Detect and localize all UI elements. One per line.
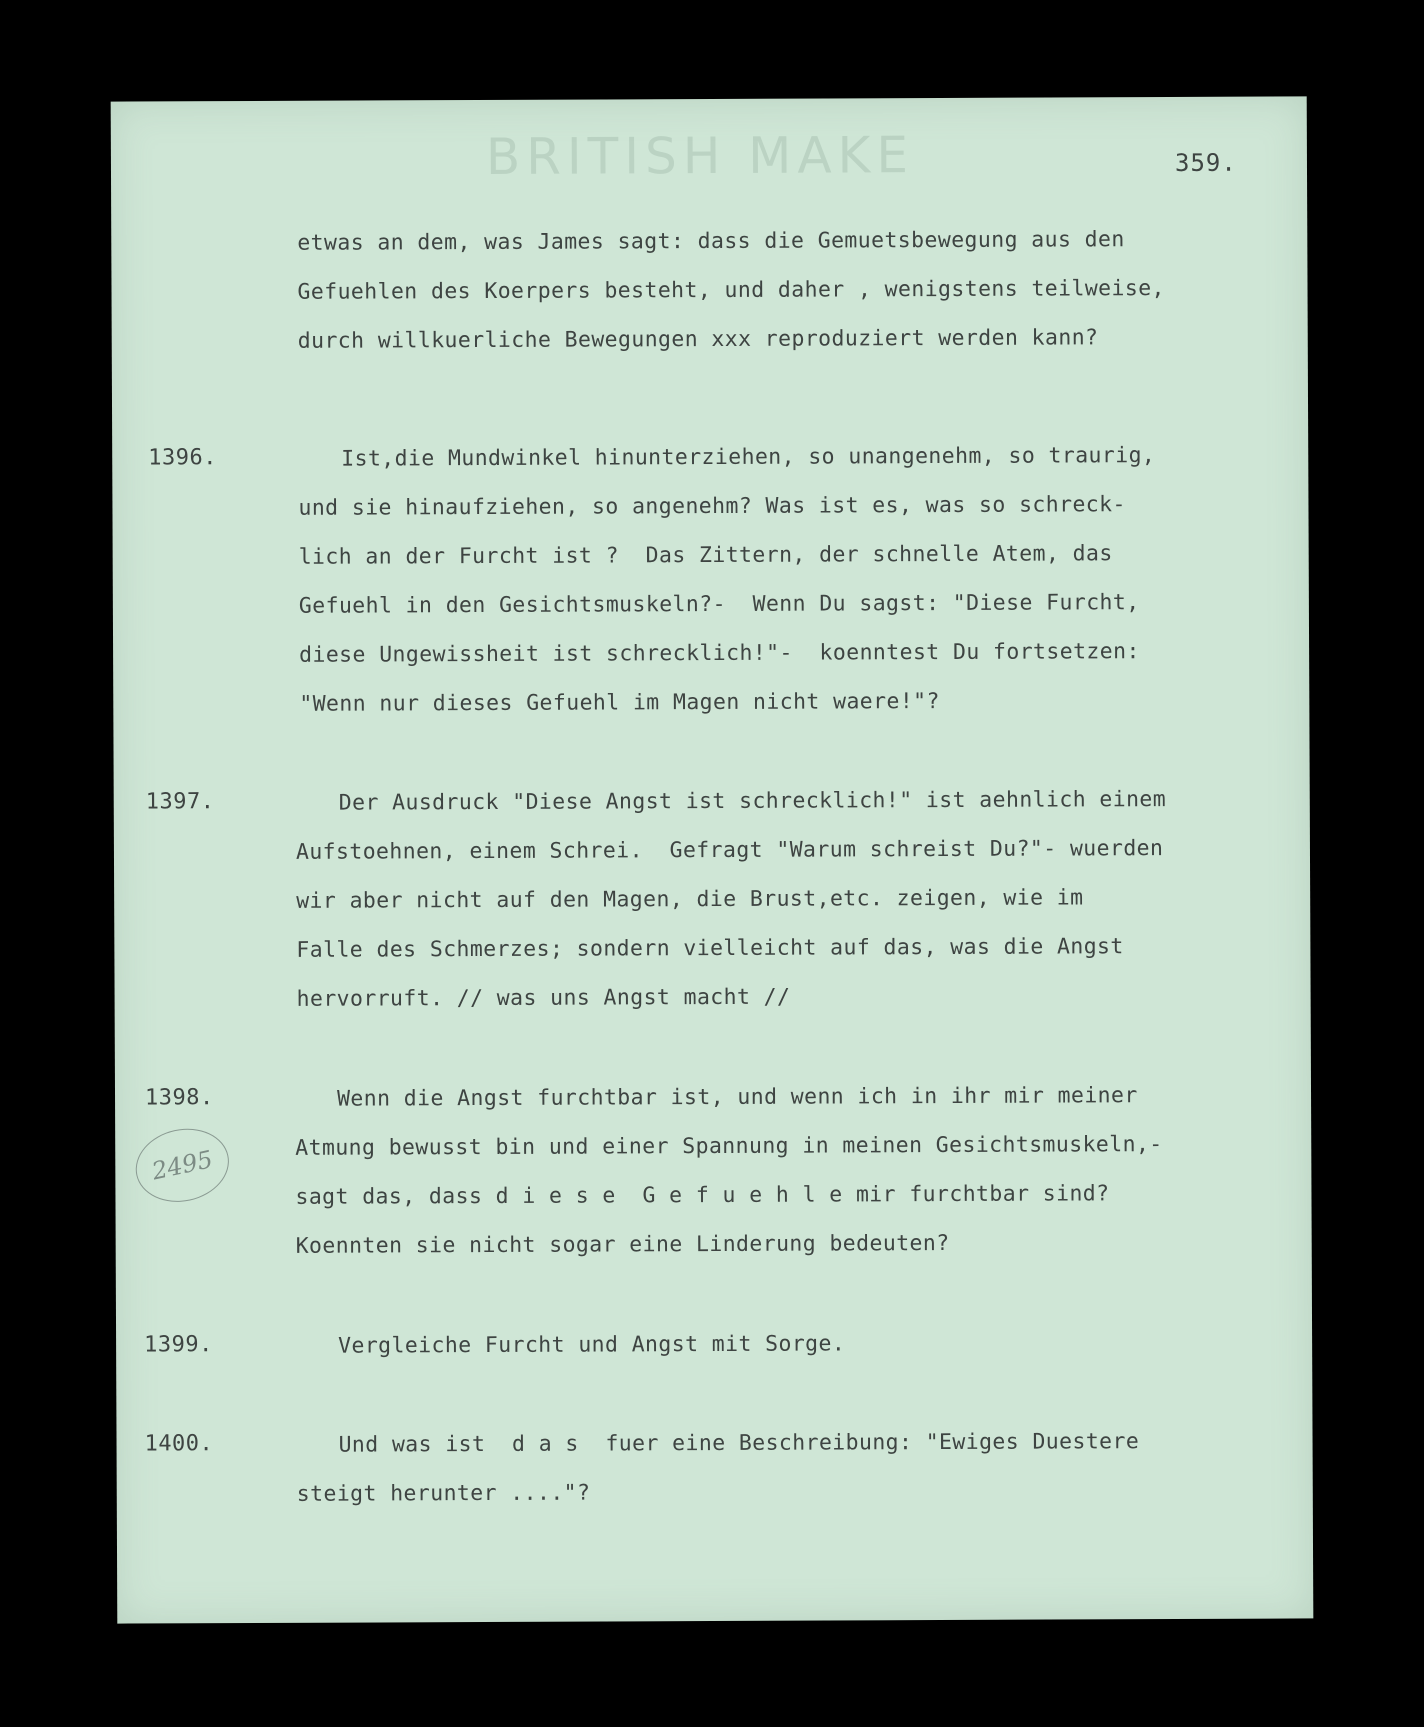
remark-line: Gefuehl in den Gesichtsmuskeln?- Wenn Du sagst: "Diese Furcht, <box>298 590 1140 619</box>
remark-number-1399: 1399. <box>144 1332 213 1358</box>
remark-number-1397: 1397. <box>145 789 215 815</box>
remark-line: Und was ist d a s fuer eine Beschreibung: "Ewiges Duestere <box>338 1429 1140 1458</box>
remark-line: Ist,die Mundwinkel hinunterziehen, so unangenehm, so traurig, <box>341 443 1156 472</box>
document-page <box>111 96 1314 1623</box>
remark-line: Wenn die Angst furchtbar ist, und wenn ich in ihr mir meiner <box>336 1083 1138 1112</box>
remark-line: "Wenn nur dieses Gefuehl im Magen nicht waere!"? <box>299 689 940 717</box>
remark-line: Aufstoehnen, einem Schrei. Gefragt "Warum schreist Du?"- wuerden <box>295 836 1164 865</box>
intro-line: durch willkuerliche Bewegungen xxx reproduziert werden kann? <box>297 325 1099 354</box>
remark-line: hervorruft. // was uns Angst macht // <box>296 984 791 1012</box>
page-number: 359. <box>1174 148 1237 177</box>
remark-number-1400: 1400. <box>144 1431 214 1457</box>
remark-number-1396: 1396. <box>148 445 218 471</box>
intro-line: Gefuehlen des Koerpers besteht, und daher , wenigstens teilweise, <box>297 276 1165 305</box>
intro-line: etwas an dem, was James sagt: dass die Gemuetsbewegung aus den <box>297 227 1125 256</box>
remark-line: Koennten sie nicht sogar eine Linderung bedeuten? <box>295 1230 950 1259</box>
remark-line: Falle des Schmerzes; sondern vielleicht auf das, was die Angst <box>296 934 1124 963</box>
remark-line: sagt das, dass d i e s e G e f u e h l e mir furchtbar sind? <box>295 1181 1110 1210</box>
remark-line: Atmung bewusst bin und einer Spannung in meinen Gesichtsmuskeln,- <box>295 1132 1163 1161</box>
remark-number-1398: 1398. <box>144 1085 214 1111</box>
remark-line: Vergleiche Furcht und Angst mit Sorge. <box>338 1331 846 1359</box>
remark-line: steigt herunter ...."? <box>296 1480 591 1507</box>
paper-watermark: BRITISH MAKE <box>485 126 915 186</box>
archive-stamp: 2495 <box>129 1120 236 1210</box>
remark-line: diese Ungewissheit ist schrecklich!"- koenntest Du fortsetzen: <box>299 639 1140 668</box>
remark-line: und sie hinaufziehen, so angenehm? Was ist es, was so schreck- <box>298 492 1126 521</box>
remark-line: wir aber nicht auf den Magen, die Brust,etc. zeigen, wie im <box>296 885 1084 914</box>
remark-line: Der Ausdruck "Diese Angst ist schrecklich!" ist aehnlich einem <box>338 787 1167 816</box>
remark-line: lich an der Furcht ist ? Das Zittern, der schnelle Atem, das <box>298 541 1113 570</box>
